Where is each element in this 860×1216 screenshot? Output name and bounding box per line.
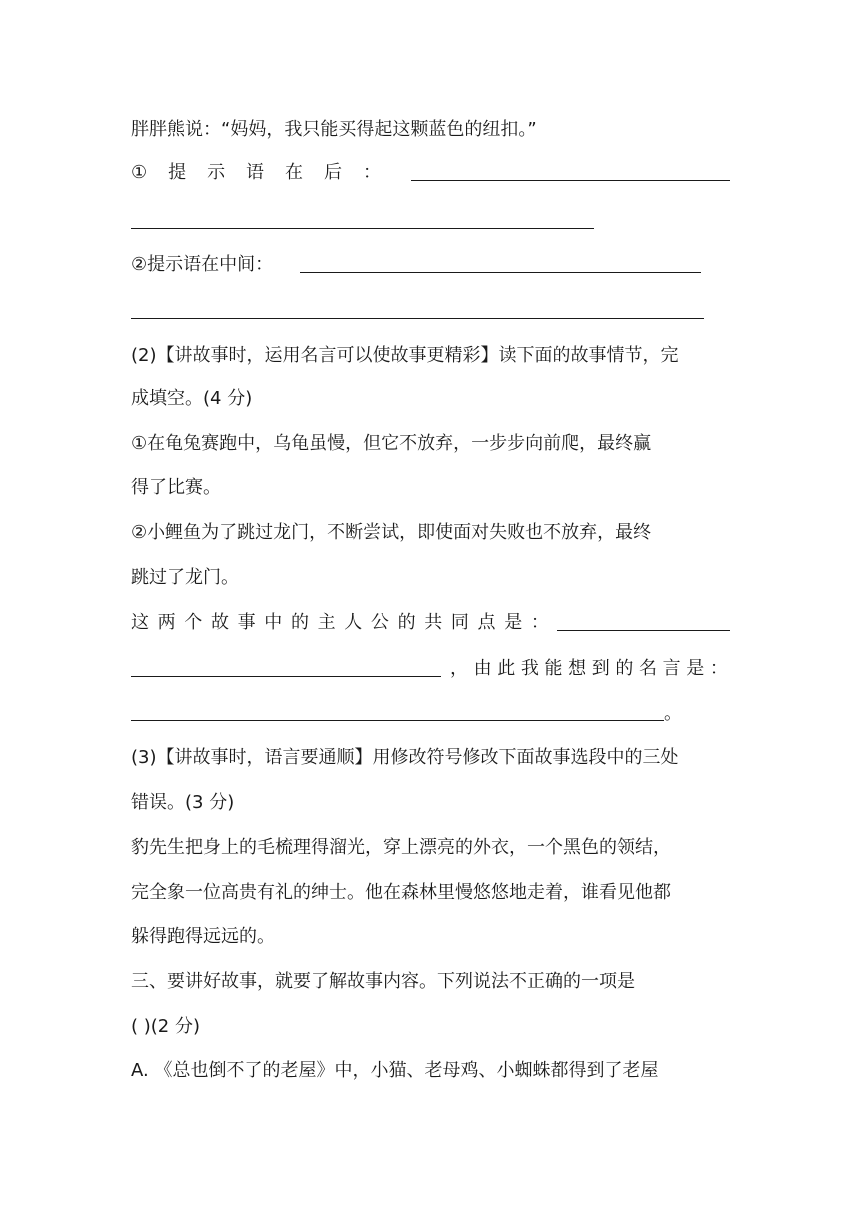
- label-char: ：: [709, 658, 728, 679]
- question-3-score: 错误。(3 分): [131, 792, 235, 813]
- famous-quote-text: [450, 657, 728, 681]
- label-char: ①: [131, 162, 148, 183]
- answer-blank[interactable]: [411, 180, 730, 181]
- label-char: 点: [477, 612, 496, 633]
- label-char: 共: [424, 612, 443, 633]
- label-char: 到: [591, 658, 610, 679]
- answer-parentheses[interactable]: ( )(2 分): [131, 1016, 200, 1037]
- label-char: 事: [237, 612, 256, 633]
- story-1-text-cont: 得了比赛。: [131, 477, 221, 498]
- label-char: 个: [184, 612, 203, 633]
- label-char: 我: [520, 658, 539, 679]
- story-2-text: ②小鲤鱼为了跳过龙门，不断尝试，即使面对失败也不放弃，最终: [131, 522, 652, 543]
- label-char: 中: [264, 612, 283, 633]
- label-char: 这: [131, 612, 149, 633]
- label-char: ：: [362, 162, 381, 183]
- answer-blank[interactable]: [131, 318, 704, 319]
- label-char: 此: [497, 658, 516, 679]
- label-char: 的: [290, 612, 309, 633]
- answer-blank[interactable]: [131, 228, 594, 229]
- question-prompt-middle-label: ②提示语在中间：: [131, 254, 274, 275]
- passage-text: 躲得跑得远远的。: [131, 926, 275, 947]
- label-char: 人: [344, 612, 363, 633]
- story-2-text-cont: 跳过了龙门。: [131, 567, 239, 588]
- text-line: 胖胖熊说：“妈妈，我只能买得起这颗蓝色的纽扣。”: [131, 119, 537, 140]
- answer-blank[interactable]: [557, 630, 730, 631]
- option-a: A. 《总也倒不了的老屋》中，小猫、老母鸡、小蜘蛛都得到了老屋: [131, 1060, 659, 1081]
- label-char: 名: [639, 658, 657, 679]
- prompt-label: [131, 161, 381, 185]
- answer-blank[interactable]: [300, 272, 701, 273]
- label-char: 提: [168, 162, 187, 183]
- question-3-heading: (3)【讲故事时，语言要通顺】用修改符号修改下面故事选段中的三处: [131, 747, 679, 768]
- question-prompt-after: [131, 161, 730, 185]
- label-char: 语: [246, 162, 265, 183]
- passage-text: 豹先生把身上的毛梳理得溜光，穿上漂亮的外衣，一个黑色的领结，: [131, 837, 671, 858]
- label-char: 的: [615, 658, 634, 679]
- label-char: 由: [473, 658, 492, 679]
- label-char: 是: [504, 612, 523, 633]
- question-2-heading: (2)【讲故事时，运用名言可以使故事更精彩】读下面的故事情节，完: [131, 345, 679, 366]
- period-mark: 。: [664, 703, 682, 724]
- famous-quote-label: [450, 657, 728, 681]
- label-char: 在: [285, 162, 304, 183]
- label-char: 言: [662, 658, 681, 679]
- label-char: 两: [157, 612, 176, 633]
- label-char: ，: [450, 658, 468, 679]
- label-char: 主: [317, 612, 336, 633]
- label-char: 能: [544, 658, 563, 679]
- story-1-text: ①在龟兔赛跑中，乌龟虽慢，但它不放弃，一步步向前爬，最终赢: [131, 433, 652, 454]
- label-char: 想: [568, 658, 587, 679]
- answer-blank[interactable]: [131, 676, 441, 677]
- label-char: 公: [370, 612, 389, 633]
- label-char: ：: [530, 612, 549, 633]
- section-3-heading: 三、要讲好故事，就要了解故事内容。下列说法不正确的一项是: [131, 971, 635, 992]
- passage-text: 完全象一位高贵有礼的绅士。他在森林里慢悠悠地走着，谁看见他都: [131, 882, 671, 903]
- label-char: 后: [323, 162, 342, 183]
- label-char: 故: [210, 612, 229, 633]
- label-char: 是: [686, 658, 705, 679]
- common-point-text: [131, 611, 549, 635]
- label-char: 示: [207, 162, 226, 183]
- label-char: 同: [450, 612, 469, 633]
- common-point-label: [131, 611, 549, 635]
- question-2-score: 成填空。(4 分): [131, 388, 253, 409]
- label-char: 的: [397, 612, 416, 633]
- answer-blank[interactable]: [131, 720, 664, 721]
